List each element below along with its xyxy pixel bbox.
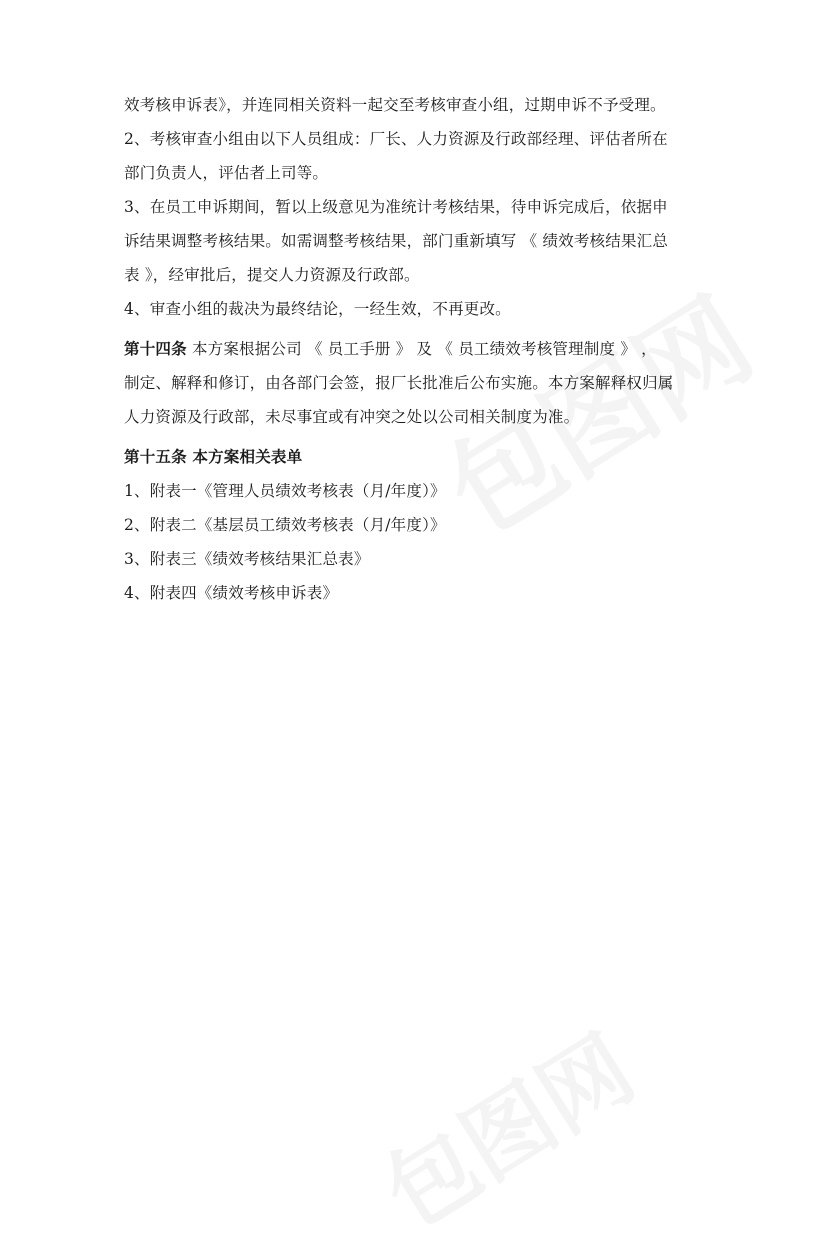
paragraph-line: 2、考核审查小组由以下人员组成：厂长、人力资源及行政部经理、评估者所在 xyxy=(124,130,668,148)
article-14-text: 本方案根据公司 《 员工手册 》 及 《 员工绩效考核管理制度 》 ， xyxy=(186,340,657,358)
article-14-line: 人力资源及行政部，未尽事宜或有冲突之处以公司相关制度为准。 xyxy=(124,408,580,426)
document-body xyxy=(124,88,714,610)
watermark xyxy=(356,998,654,1251)
article-14-line: 制定、解释和修订，由各部门会签，报厂长批准后公布实施。本方案解释权归属 xyxy=(124,374,674,392)
article-15-heading: 第十五条 本方案相关表单 xyxy=(124,447,303,466)
article-14-line xyxy=(124,332,714,366)
paragraph-line: 部门负责人，评估者上司等。 xyxy=(124,164,329,182)
list-item: 4、附表四《绩效考核申诉表》 xyxy=(124,584,339,602)
list-item: 3、附表三《绩效考核结果汇总表》 xyxy=(124,550,370,568)
paragraph-line: 4、审查小组的裁决为最终结论，一经生效，不再更改。 xyxy=(124,300,511,318)
paragraph-line: 3、在员工申诉期间，暂以上级意见为准统计考核结果，待申诉完成后，依据申 xyxy=(124,198,668,216)
paragraph-line: 诉结果调整考核结果。如需调整考核结果，部门重新填写 《 绩效考核结果汇总 xyxy=(124,232,669,250)
list-item: 1、附表一《管理人员绩效考核表（月/年度）》 xyxy=(124,482,446,500)
list-item: 2、附表二《基层员工绩效考核表（月/年度）》 xyxy=(124,516,446,534)
paragraph-line: 表 》，经审批后，提交人力资源及行政部。 xyxy=(124,266,420,284)
paragraph-line: 效考核申诉表》，并连同相关资料一起交至考核审查小组，过期申诉不予受理。 xyxy=(124,96,666,114)
article-14-heading: 第十四条 xyxy=(124,339,187,358)
